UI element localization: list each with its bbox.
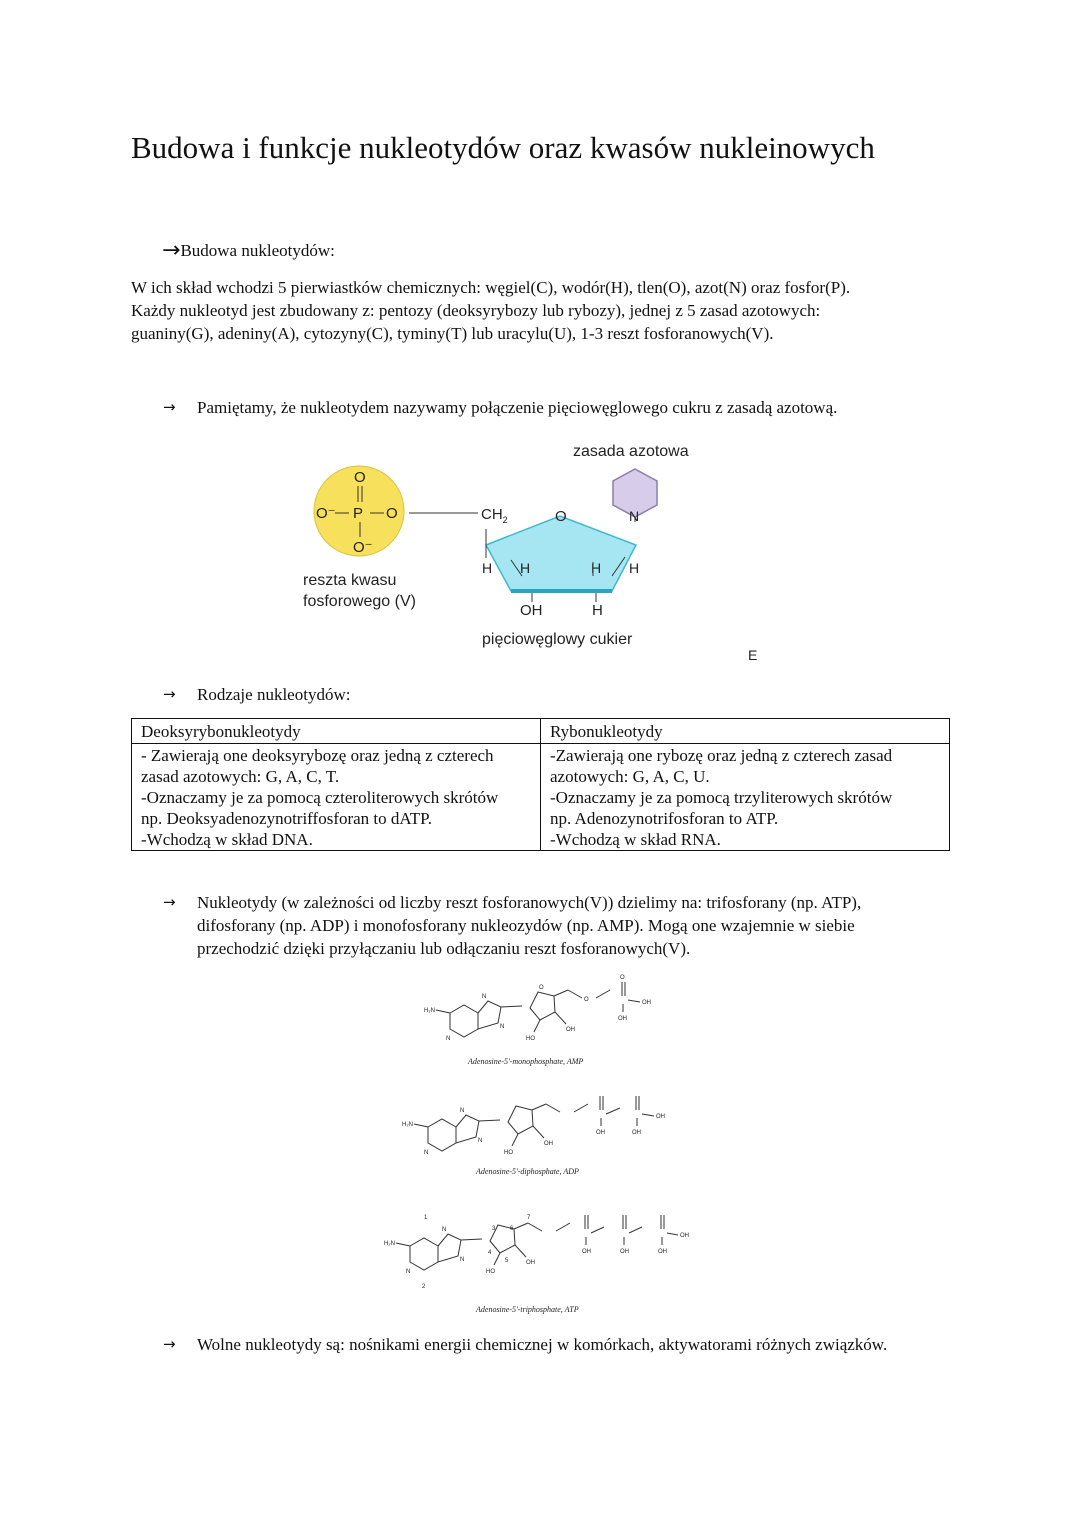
sugar-h1: H xyxy=(482,560,493,576)
arrow-icon: → xyxy=(163,685,176,703)
atom-label: O xyxy=(584,997,589,1003)
atom-label: OH xyxy=(596,1130,605,1136)
cell-line: -Zawierają one rybozę oraz jedną z czterech zasad xyxy=(550,746,893,765)
cell-line: np. Deoksyadenozynotriffosforan to dATP. xyxy=(141,809,433,828)
nucleotide-types-table xyxy=(131,718,950,851)
atom-label: OH xyxy=(526,1260,535,1266)
arrow-icon: → xyxy=(163,1335,176,1353)
atom-label: OH xyxy=(566,1027,575,1033)
sugar-ring-o: O xyxy=(555,508,567,525)
position-number: 4 xyxy=(488,1250,492,1256)
atom-label: N xyxy=(460,1257,465,1263)
table-cell-deoxy xyxy=(132,744,541,851)
position-number: 7 xyxy=(527,1215,531,1221)
cell-line: zasad azotowych: G, A, C, T. xyxy=(141,767,340,786)
atom-label: O xyxy=(620,975,625,981)
table-header-cell: Rybonukleotydy xyxy=(541,719,950,744)
stray-letter: E xyxy=(748,647,758,663)
arrow-icon: → xyxy=(163,398,176,416)
table-header-row xyxy=(132,719,950,744)
atom-label: HO xyxy=(504,1150,513,1156)
bullet-podzial xyxy=(163,891,923,960)
phosphate-top-o: O xyxy=(354,469,366,486)
section-heading-text: Budowa nukleotydów: xyxy=(180,241,335,260)
sugar-label: pięciowęglowy cukier xyxy=(482,631,633,648)
atom-label: OH xyxy=(642,1000,651,1006)
paragraph-line: Każdy nukleotyd jest zbudowany z: pentozy (deoksyrybozy lub rybozy), jednej z 5 zasad azotowych: xyxy=(131,301,821,320)
cell-line: -Wchodzą w skład DNA. xyxy=(141,830,313,849)
atom-label: OH xyxy=(620,1249,629,1255)
bullet-text: Pamiętamy, że nukleotydem nazywamy połączenie pięciowęglowego cukru z zasadą azotową. xyxy=(197,398,838,417)
cell-line: azotowych: G, A, C, U. xyxy=(550,767,710,786)
atom-label: H₂N xyxy=(384,1241,395,1247)
atom-label: N xyxy=(446,1036,451,1042)
atom-label: N xyxy=(424,1150,429,1156)
bullet-text: Rodzaje nukleotydów: xyxy=(197,685,351,704)
bullet-rodzaje xyxy=(163,683,563,706)
base-label: zasada azotowa xyxy=(573,443,689,460)
position-number: 1 xyxy=(424,1215,428,1221)
sugar-ch2: $CH_2$ xyxy=(481,506,508,525)
atom-label: H₂N xyxy=(424,1008,435,1014)
atom-label: OH xyxy=(618,1016,627,1022)
phosphate-right-o: O xyxy=(386,505,398,522)
cell-line: -Wchodzą w skład RNA. xyxy=(550,830,721,849)
sugar-h4: H xyxy=(629,560,640,576)
amp-caption: Adenosine-5'-monophosphate, AMP xyxy=(468,1057,584,1066)
section-heading-budowa xyxy=(162,238,335,263)
cell-line: -Oznaczamy je za pomocą trzyliterowych skrótów xyxy=(550,788,893,807)
base-n: N xyxy=(629,508,640,524)
atom-label: N xyxy=(406,1269,411,1275)
bullet-line: przechodzić dzięki przyłączaniu lub odłączaniu reszt fosforanowych(V). xyxy=(197,939,691,958)
position-number: 3 xyxy=(492,1226,496,1232)
table-row xyxy=(132,744,950,851)
amp-structure xyxy=(380,968,700,1068)
atom-label: O xyxy=(539,985,544,991)
sugar-h3: H xyxy=(591,560,602,576)
position-number: 5 xyxy=(505,1258,509,1264)
phosphate-label-line1: reszta kwasu xyxy=(303,572,397,589)
atp-caption: Adenosine-5'-triphosphate, ATP xyxy=(476,1305,579,1314)
atom-label: OH xyxy=(544,1141,553,1147)
table-header-cell: Deoksyrybonukleotydy xyxy=(132,719,541,744)
atom-label: HO xyxy=(486,1269,495,1275)
atom-label: OH xyxy=(658,1249,667,1255)
atom-label: H₂N xyxy=(402,1122,413,1128)
paragraph-line: guaniny(G), adeniny(A), cytozyny(C), tyminy(T) lub uracylu(U), 1-3 reszt fosforanowych(V). xyxy=(131,324,774,343)
nucleotide-diagram xyxy=(290,434,770,664)
bullet-line: difosforany (np. ADP) i monofosforany nukleozydów (np. AMP). Mogą one wzajemnie w siebie xyxy=(197,916,855,935)
table-cell-ribo xyxy=(541,744,950,851)
arrow-icon: → xyxy=(163,893,176,911)
phosphate-p: P xyxy=(353,505,364,522)
sugar-oh: OH xyxy=(520,602,543,619)
paragraph-line: W ich skład wchodzi 5 pierwiastków chemicznych: węgiel(C), wodór(H), tlen(O), azot(N) oraz fosfor(P). xyxy=(131,278,851,297)
bullet-nukleotyd-definition xyxy=(163,396,963,419)
sugar-h5: H xyxy=(592,602,603,619)
position-number: 2 xyxy=(422,1284,426,1290)
cell-line: -Oznaczamy je za pomocą czteroliterowych skrótów xyxy=(141,788,499,807)
atom-label: N xyxy=(500,1024,505,1030)
phosphate-bottom-o: O⁻ xyxy=(353,539,373,556)
page-title: Budowa i funkcje nukleotydów oraz kwasów nukleinowych xyxy=(131,130,875,165)
intro-paragraph xyxy=(131,276,931,345)
atom-label: OH xyxy=(656,1114,665,1120)
atom-label: OH xyxy=(632,1130,641,1136)
arrow-icon: → xyxy=(162,238,181,263)
phosphate-label-line2: fosforowego (V) xyxy=(303,593,416,610)
atp-structure xyxy=(380,1196,700,1316)
bullet-text xyxy=(197,891,923,960)
atom-label: HO xyxy=(526,1036,535,1042)
adp-caption: Adenosine-5'-diphosphate, ADP xyxy=(476,1167,579,1176)
atom-label: N xyxy=(482,994,487,1000)
position-number: 6 xyxy=(510,1226,514,1232)
atom-label: N xyxy=(478,1138,483,1144)
adp-structure xyxy=(380,1082,700,1182)
bullet-text: Wolne nukleotydy są: nośnikami energii chemicznej w komórkach, aktywatorami różnych związków. xyxy=(197,1335,888,1354)
phosphate-left-o: O⁻ xyxy=(316,505,336,522)
atom-label: N xyxy=(460,1108,465,1114)
bullet-line: Nukleotydy (w zależności od liczby reszt fosforanowych(V)) dzielimy na: trifosforany (np. ATP), xyxy=(197,893,862,912)
cell-line: - Zawierają one deoksyrybozę oraz jedną z czterech xyxy=(141,746,494,765)
sugar-pentagon xyxy=(486,516,636,591)
atom-label: OH xyxy=(582,1249,591,1255)
cell-line: np. Adenozynotrifosforan to ATP. xyxy=(550,809,779,828)
bullet-wolne-nukleotydy xyxy=(163,1333,983,1356)
sugar-h2: H xyxy=(520,560,531,576)
atom-label: N xyxy=(442,1227,447,1233)
atom-label: OH xyxy=(680,1233,689,1239)
